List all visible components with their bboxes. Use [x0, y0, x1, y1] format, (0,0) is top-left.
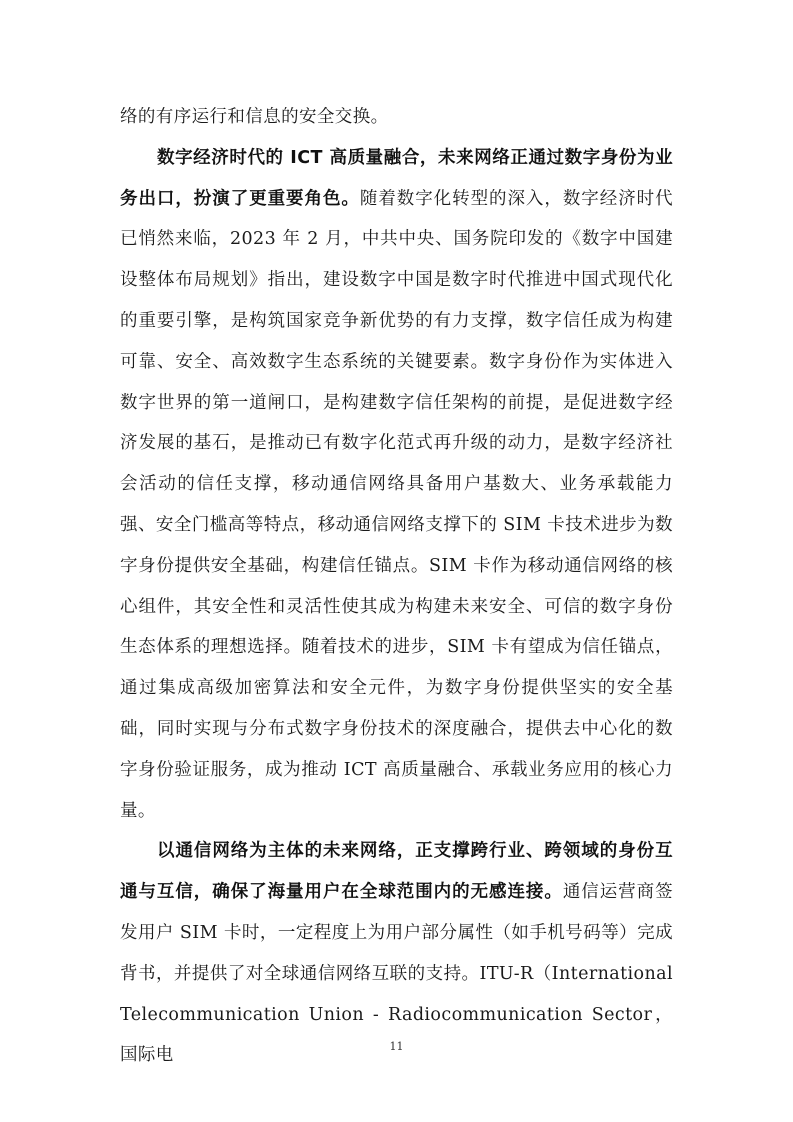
page-number: 11 — [389, 1040, 404, 1053]
paragraph-2-lead: 数字经济时代的 ICT 高质量融合，未来网络正通过数字身份为业务出口，扮演了更重要角色。 — [120, 147, 673, 209]
paragraph-1-text: 络的有序运行和信息的安全交换。 — [120, 107, 389, 127]
paragraph-1 — [120, 97, 673, 138]
paragraph-2-text: 随着数字化转型的深入，数字经济时代已悄然来临，2023 年 2 月，中共中央、国务院印发的《数字中国建设整体布局规划》指出，建设数字中国是数字时代推进中国式现代化的重要引擎，是构筑国家竞争新优势的有力支撑，数字信任成为构建可靠、安全、高效数字生态系统的关键要素。数字身份作为实体进入数字世界的第一道闸口，是构建数字信任架构的前提，是促进数字经济发展的基石，是推动已有数字化范式再升级的动力，是数字经济社会活动的信任支撑，移动通信网络具备用户基数大、业务承载能力强、安全门槛高等特点，移动通信网络支撑下的 SIM 卡技术进步为数字身份提供安全基础，构建信任锚点。SIM 卡作为移动通信网络的核心组件，其安全性和灵活性使其成为构建未来安全、可信的数字身份生态体系的理想选择。随着技术的进步，SIM 卡有望成为信任锚点，通过集成高级加密算法和安全元件，为数字身份提供坚实的安全基础，同时实现与分布式数字身份技术的深度融合，提供去中心化的数字身份验证服务，成为推动 ICT 高质量融合、承载业务应用的核心力量。 — [120, 188, 673, 821]
paragraph-3-lead: 以通信网络为主体的未来网络，正支撑跨行业、跨领域的身份互通与互信，确保了海量用户在全球范围内的无感连接。 — [120, 841, 673, 903]
document-body — [120, 97, 673, 1076]
paragraph-2 — [120, 138, 673, 832]
paragraph-3-text: 通信运营商签发用户 SIM 卡时，一定程度上为用户部分属性（如手机号码等）完成背书，并提供了对全球通信网络互联的支持。ITU-R（International Telecommunication Union - Radiocommunication Sector，国际电 — [120, 882, 673, 1066]
